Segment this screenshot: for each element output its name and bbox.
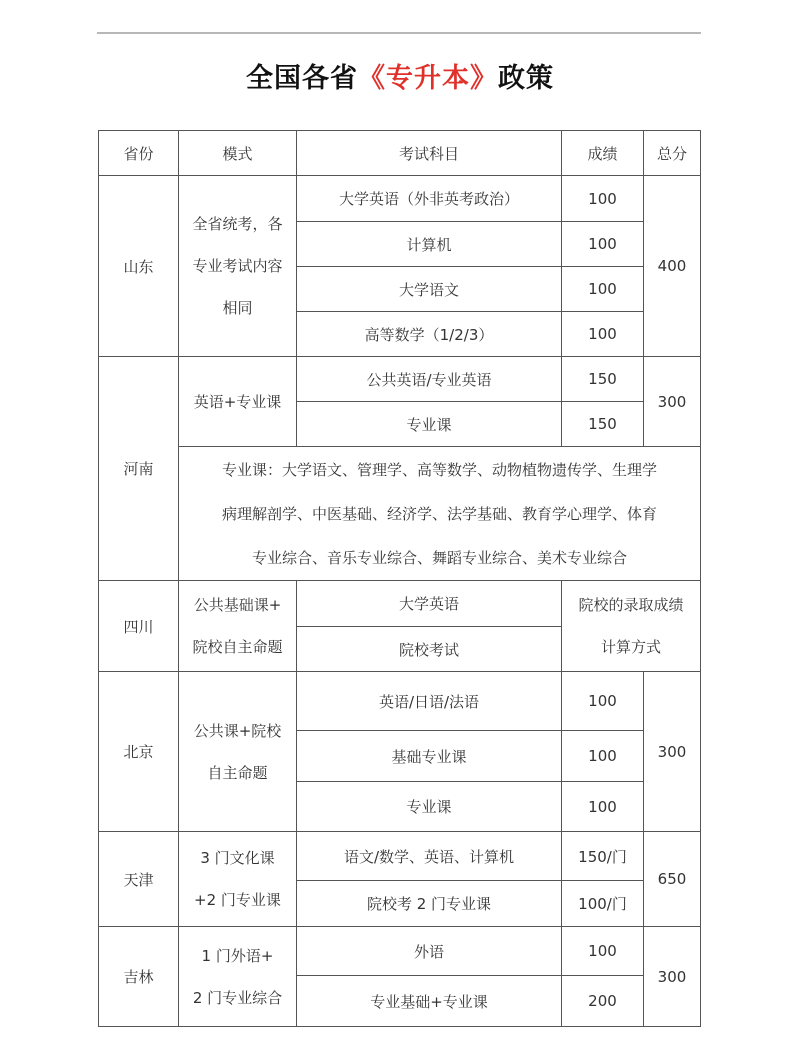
header-row	[99, 131, 701, 176]
subject-cell: 高等数学（1/2/3）	[297, 312, 562, 357]
total-beijing: 300	[644, 672, 701, 832]
mode-line: +2 门专业课	[194, 891, 281, 909]
score-cell: 100	[562, 267, 644, 312]
province-henan: 河南	[99, 357, 179, 581]
province-tianjin: 天津	[99, 832, 179, 927]
mode-henan: 英语+专业课	[179, 357, 297, 447]
province-sichuan: 四川	[99, 581, 179, 672]
subject-cell: 英语/日语/法语	[297, 672, 562, 731]
subject-cell: 大学英语	[297, 581, 562, 627]
subject-cell: 专业课	[297, 782, 562, 832]
subject-cell: 语文/数学、英语、计算机	[297, 832, 562, 881]
score-cell: 150	[562, 402, 644, 447]
title-suffix: 政策	[498, 63, 554, 94]
score-cell: 100/门	[562, 881, 644, 927]
table-row	[99, 176, 701, 222]
subject-cell: 专业课	[297, 402, 562, 447]
total-tianjin: 650	[644, 832, 701, 927]
subject-cell: 基础专业课	[297, 731, 562, 782]
page-title	[0, 56, 800, 95]
score-line: 院校的录取成绩	[578, 596, 684, 614]
mode-jilin	[179, 927, 297, 1027]
subject-cell: 院校考 2 门专业课	[297, 881, 562, 927]
total-henan: 300	[644, 357, 701, 447]
table-row	[99, 581, 701, 627]
subject-cell: 公共英语/专业英语	[297, 357, 562, 402]
table-row	[99, 672, 701, 731]
score-cell: 100	[562, 176, 644, 222]
province-jilin: 吉林	[99, 927, 179, 1027]
mode-line: 专业考试内容	[192, 257, 283, 275]
mode-line: 3 门文化课	[200, 849, 275, 867]
score-cell: 100	[562, 222, 644, 267]
subject-cell: 大学语文	[297, 267, 562, 312]
subject-cell: 大学英语（外非英考政治）	[297, 176, 562, 222]
score-cell: 150	[562, 357, 644, 402]
title-highlight: 《专升本》	[358, 63, 498, 94]
table-row	[99, 832, 701, 881]
mode-tianjin	[179, 832, 297, 927]
header-province: 省份	[99, 131, 179, 176]
mode-line: 2 门专业综合	[192, 988, 283, 1007]
score-cell: 100	[562, 312, 644, 357]
header-mode: 模式	[179, 131, 297, 176]
score-cell: 100	[562, 782, 644, 832]
mode-line: 自主命题	[207, 763, 268, 782]
mode-line: 院校自主命题	[192, 638, 283, 656]
table-row	[99, 447, 701, 581]
mode-line: 相同	[222, 299, 253, 317]
score-cell: 200	[562, 976, 644, 1027]
table-row	[99, 357, 701, 402]
subject-cell: 专业基础+专业课	[297, 976, 562, 1027]
notes-line: 专业课：大学语文、管理学、高等数学、动物植物遗传学、生理学	[221, 460, 657, 479]
subject-cell: 计算机	[297, 222, 562, 267]
mode-line: 公共基础课+	[193, 596, 282, 614]
mode-shandong	[179, 176, 297, 357]
subject-cell: 院校考试	[297, 627, 562, 672]
mode-beijing	[179, 672, 297, 832]
total-shandong: 400	[644, 176, 701, 357]
mode-sichuan	[179, 581, 297, 672]
subject-cell: 外语	[297, 927, 562, 976]
mode-line: 公共课+院校	[193, 721, 282, 740]
policy-table	[98, 130, 701, 1027]
header-subjects: 考试科目	[297, 131, 562, 176]
notes-line: 病理解剖学、中医基础、经济学、法学基础、教育学心理学、体育	[221, 504, 657, 523]
province-beijing: 北京	[99, 672, 179, 832]
header-total: 总分	[644, 131, 701, 176]
henan-notes	[179, 447, 701, 581]
notes-line: 专业综合、音乐专业综合、舞蹈专业综合、美术专业综合	[251, 548, 627, 567]
score-sichuan	[562, 581, 701, 672]
mode-line: 全省统考，各	[192, 215, 283, 233]
score-cell: 100	[562, 672, 644, 731]
province-shandong: 山东	[99, 176, 179, 357]
score-line: 计算方式	[600, 638, 661, 656]
total-jilin: 300	[644, 927, 701, 1027]
header-score: 成绩	[562, 131, 644, 176]
score-cell: 100	[562, 731, 644, 782]
top-divider	[97, 32, 701, 34]
title-prefix: 全国各省	[246, 63, 358, 94]
mode-line: 1 门外语+	[201, 946, 274, 965]
score-cell: 100	[562, 927, 644, 976]
table-row	[99, 927, 701, 976]
score-cell: 150/门	[562, 832, 644, 881]
